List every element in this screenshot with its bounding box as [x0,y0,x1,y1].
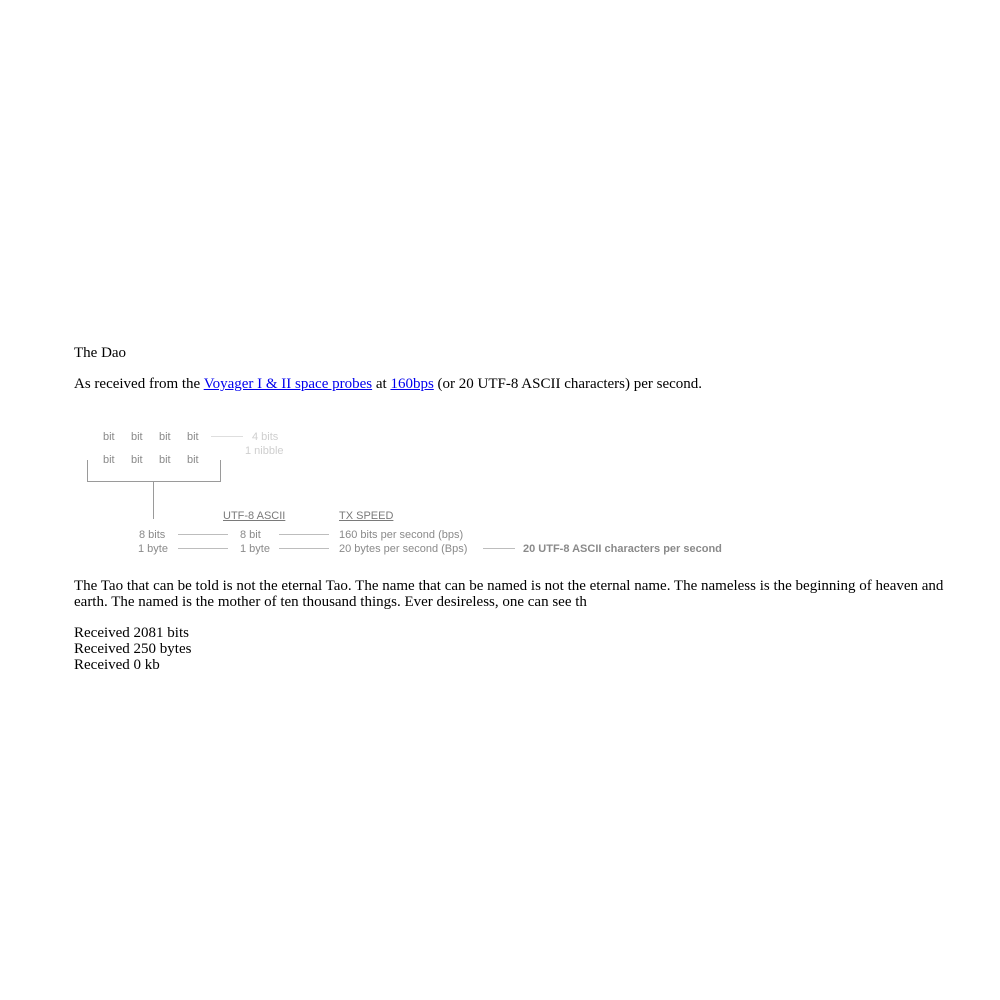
intro-prefix: As received from the [74,376,204,392]
tx-Bps-label: 20 bytes per second (Bps) [339,543,468,555]
tx-bps-label: 160 bits per second (bps) [339,529,464,541]
byte-bracket [87,460,221,482]
nibble-name-label: 1 nibble [245,445,284,457]
tx-chars-label: 20 UTF-8 ASCII characters per second [523,543,722,555]
received-bits-stat: Received 2081 bits [74,625,189,641]
received-message: The Tao that can be told is not the eternal Tao. The name that can be named is not the eternal name. The nameless is the beginning of heaven and earth. The named is the mother of ten thousand things. Ever desireless, one can see th [74,578,944,610]
connector-line [483,548,515,549]
connector-line [211,436,243,437]
connector-line [279,548,329,549]
speed-link[interactable]: 160bps [390,376,434,392]
bit-label: bit [131,454,143,466]
intro-middle: at [372,376,391,392]
bit-label: bit [159,454,171,466]
byte-bits-label: 8 bits [139,529,166,541]
bit-label: bit [131,431,143,443]
intro-suffix: (or 20 UTF-8 ASCII characters) per second. [433,376,703,392]
bit-label: bit [187,454,199,466]
bit-label: bit [159,431,171,443]
bit-label: bit [103,454,115,466]
byte-bytes-label: 1 byte [138,543,168,555]
connector-line [279,534,329,535]
received-bytes-stat: Received 250 bytes [74,641,192,657]
utf8-bytes-label: 1 byte [240,543,270,555]
utf8-header: UTF-8 ASCII [223,510,286,522]
intro-line [74,376,702,392]
connector-line [178,534,228,535]
tx-speed-header: TX SPEED [339,510,394,522]
received-kb-stat: Received 0 kb [74,657,160,673]
bit-label: bit [187,431,199,443]
page-title: The Dao [74,345,127,361]
voyager-link[interactable]: Voyager I & II space probes [203,376,373,392]
utf8-bits-label: 8 bit [240,529,261,541]
bracket-stem [153,481,154,519]
connector-line [178,548,228,549]
bit-label: bit [103,431,115,443]
nibble-bits-label: 4 bits [252,431,279,443]
